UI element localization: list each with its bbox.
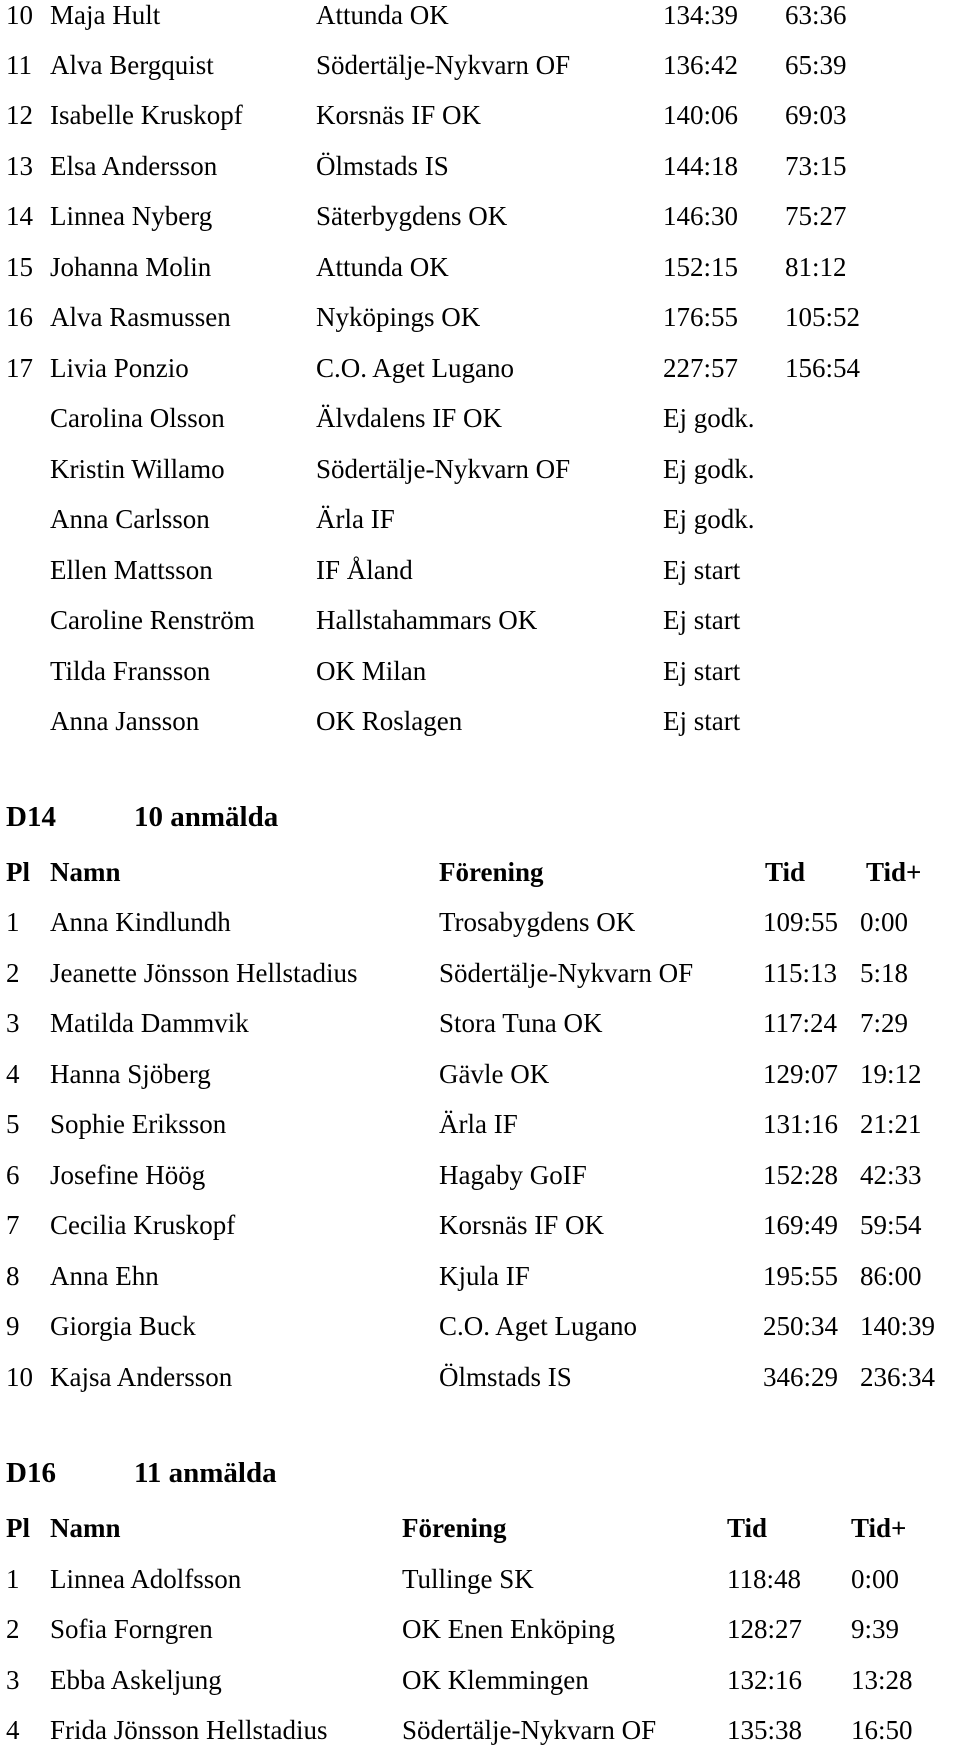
name-cell: Kristin Willamo [50,454,225,484]
time-behind-cell: 63:36 [785,0,847,30]
club-cell: Stora Tuna OK [439,1008,603,1038]
time-behind-cell: 86:00 [860,1261,922,1291]
entries-count: 11 anmälda [134,1457,277,1489]
time-behind-cell: 75:27 [785,201,847,231]
time-cell: 227:57 [663,353,739,383]
time-behind-cell: 13:28 [851,1665,913,1695]
place-cell: 1 [6,907,20,937]
time-cell: 134:39 [663,0,739,30]
place-cell: 8 [6,1261,20,1291]
header-place: Pl [6,1513,30,1543]
name-cell: Isabelle Kruskopf [50,100,243,130]
name-cell: Alva Bergquist [50,50,214,80]
time-behind-cell: 236:34 [860,1362,936,1392]
name-cell: Linnea Nyberg [50,201,213,231]
time-cell: 129:07 [763,1059,839,1089]
place-cell: 1 [6,1564,20,1594]
status-cell: Ej start [663,605,741,635]
club-cell: Älvdalens IF OK [316,403,502,433]
club-cell: Nyköpings OK [316,302,481,332]
time-cell: 346:29 [763,1362,839,1392]
name-cell: Sofia Forngren [50,1614,213,1644]
place-cell: 3 [6,1008,20,1038]
name-cell: Giorgia Buck [50,1311,196,1341]
time-cell: 144:18 [663,151,739,181]
club-cell: Korsnäs IF OK [316,100,481,130]
time-behind-cell: 0:00 [851,1564,900,1594]
name-cell: Caroline Renström [50,605,255,635]
time-cell: 152:28 [763,1160,839,1190]
time-cell: 135:38 [727,1715,803,1745]
place-cell: 9 [6,1311,20,1341]
name-cell: Jeanette Jönsson Hellstadius [50,958,358,988]
header-time-behind: Tid+ [866,857,922,887]
place-cell: 4 [6,1715,20,1745]
club-cell: Korsnäs IF OK [439,1210,604,1240]
name-cell: Matilda Dammvik [50,1008,249,1038]
club-cell: OK Roslagen [316,706,463,736]
name-cell: Elsa Andersson [50,151,218,181]
name-cell: Anna Carlsson [50,504,210,534]
place-cell: 13 [6,151,33,181]
time-cell: 152:15 [663,252,739,282]
time-behind-cell: 0:00 [860,907,909,937]
club-cell: Attunda OK [316,0,449,30]
time-behind-cell: 59:54 [860,1210,922,1240]
club-cell: Södertälje-Nykvarn OF [316,454,571,484]
time-cell: 140:06 [663,100,739,130]
club-cell: Kjula IF [439,1261,530,1291]
name-cell: Carolina Olsson [50,403,225,433]
time-cell: 128:27 [727,1614,803,1644]
club-cell: Ölmstads IS [316,151,449,181]
name-cell: Tilda Fransson [50,656,211,686]
club-cell: Södertälje-Nykvarn OF [402,1715,657,1745]
time-cell: 146:30 [663,201,739,231]
name-cell: Sophie Eriksson [50,1109,227,1139]
status-cell: Ej godk. [663,504,755,534]
time-cell: 118:48 [727,1564,801,1594]
time-behind-cell: 156:54 [785,353,861,383]
header-place: Pl [6,857,30,887]
time-behind-cell: 19:12 [860,1059,922,1089]
club-cell: Gävle OK [439,1059,550,1089]
club-cell: Ärla IF [439,1109,518,1139]
header-time-behind: Tid+ [851,1513,907,1543]
time-behind-cell: 21:21 [860,1109,922,1139]
place-cell: 17 [6,353,33,383]
club-cell: C.O. Aget Lugano [316,353,514,383]
header-club: Förening [439,857,544,887]
place-cell: 15 [6,252,33,282]
time-behind-cell: 7:29 [860,1008,909,1038]
name-cell: Anna Jansson [50,706,200,736]
name-cell: Maja Hult [50,0,161,30]
club-cell: Attunda OK [316,252,449,282]
time-behind-cell: 16:50 [851,1715,913,1745]
club-cell: IF Åland [316,555,413,585]
place-cell: 16 [6,302,33,332]
time-cell: 117:24 [763,1008,837,1038]
name-cell: Ebba Askeljung [50,1665,222,1695]
time-behind-cell: 81:12 [785,252,847,282]
club-cell: Södertälje-Nykvarn OF [439,958,694,988]
time-behind-cell: 105:52 [785,302,861,332]
status-cell: Ej start [663,706,741,736]
time-behind-cell: 5:18 [860,958,909,988]
place-cell: 10 [6,1362,33,1392]
header-time: Tid [765,857,806,887]
club-cell: OK Milan [316,656,427,686]
name-cell: Anna Ehn [50,1261,159,1291]
place-cell: 4 [6,1059,20,1089]
time-behind-cell: 65:39 [785,50,847,80]
time-cell: 109:55 [763,907,839,937]
name-cell: Ellen Mattsson [50,555,213,585]
header-club: Förening [402,1513,507,1543]
time-cell: 176:55 [663,302,739,332]
club-cell: Ärla IF [316,504,395,534]
time-behind-cell: 69:03 [785,100,847,130]
time-cell: 169:49 [763,1210,839,1240]
place-cell: 2 [6,1614,20,1644]
place-cell: 6 [6,1160,20,1190]
time-cell: 131:16 [763,1109,839,1139]
name-cell: Hanna Sjöberg [50,1059,211,1089]
header-name: Namn [50,857,121,887]
status-cell: Ej start [663,656,741,686]
place-cell: 2 [6,958,20,988]
club-cell: OK Enen Enköping [402,1614,615,1644]
name-cell: Livia Ponzio [50,353,189,383]
name-cell: Frida Jönsson Hellstadius [50,1715,328,1745]
club-cell: Hallstahammars OK [316,605,538,635]
place-cell: 5 [6,1109,20,1139]
time-behind-cell: 9:39 [851,1614,900,1644]
name-cell: Josefine Höög [50,1160,206,1190]
club-cell: Södertälje-Nykvarn OF [316,50,571,80]
time-behind-cell: 73:15 [785,151,847,181]
name-cell: Anna Kindlundh [50,907,231,937]
place-cell: 14 [6,201,33,231]
name-cell: Linnea Adolfsson [50,1564,242,1594]
header-name: Namn [50,1513,121,1543]
header-time: Tid [727,1513,768,1543]
name-cell: Alva Rasmussen [50,302,231,332]
time-behind-cell: 140:39 [860,1311,936,1341]
time-cell: 132:16 [727,1665,803,1695]
club-cell: C.O. Aget Lugano [439,1311,637,1341]
club-cell: Ölmstads IS [439,1362,572,1392]
time-cell: 136:42 [663,50,739,80]
club-cell: Trosabygdens OK [439,907,636,937]
name-cell: Cecilia Kruskopf [50,1210,236,1240]
time-cell: 195:55 [763,1261,839,1291]
club-cell: OK Klemmingen [402,1665,589,1695]
time-cell: 115:13 [763,958,837,988]
status-cell: Ej start [663,555,741,585]
status-cell: Ej godk. [663,403,755,433]
club-cell: Hagaby GoIF [439,1160,587,1190]
name-cell: Johanna Molin [50,252,212,282]
club-cell: Säterbygdens OK [316,201,508,231]
time-cell: 250:34 [763,1311,839,1341]
time-behind-cell: 42:33 [860,1160,922,1190]
name-cell: Kajsa Andersson [50,1362,233,1392]
entries-count: 10 anmälda [134,801,279,833]
class-name: D16 [6,1457,56,1489]
place-cell: 3 [6,1665,20,1695]
club-cell: Tullinge SK [402,1564,534,1594]
status-cell: Ej godk. [663,454,755,484]
class-name: D14 [6,801,56,833]
place-cell: 12 [6,100,33,130]
place-cell: 7 [6,1210,20,1240]
place-cell: 10 [6,0,33,30]
place-cell: 11 [6,50,32,80]
